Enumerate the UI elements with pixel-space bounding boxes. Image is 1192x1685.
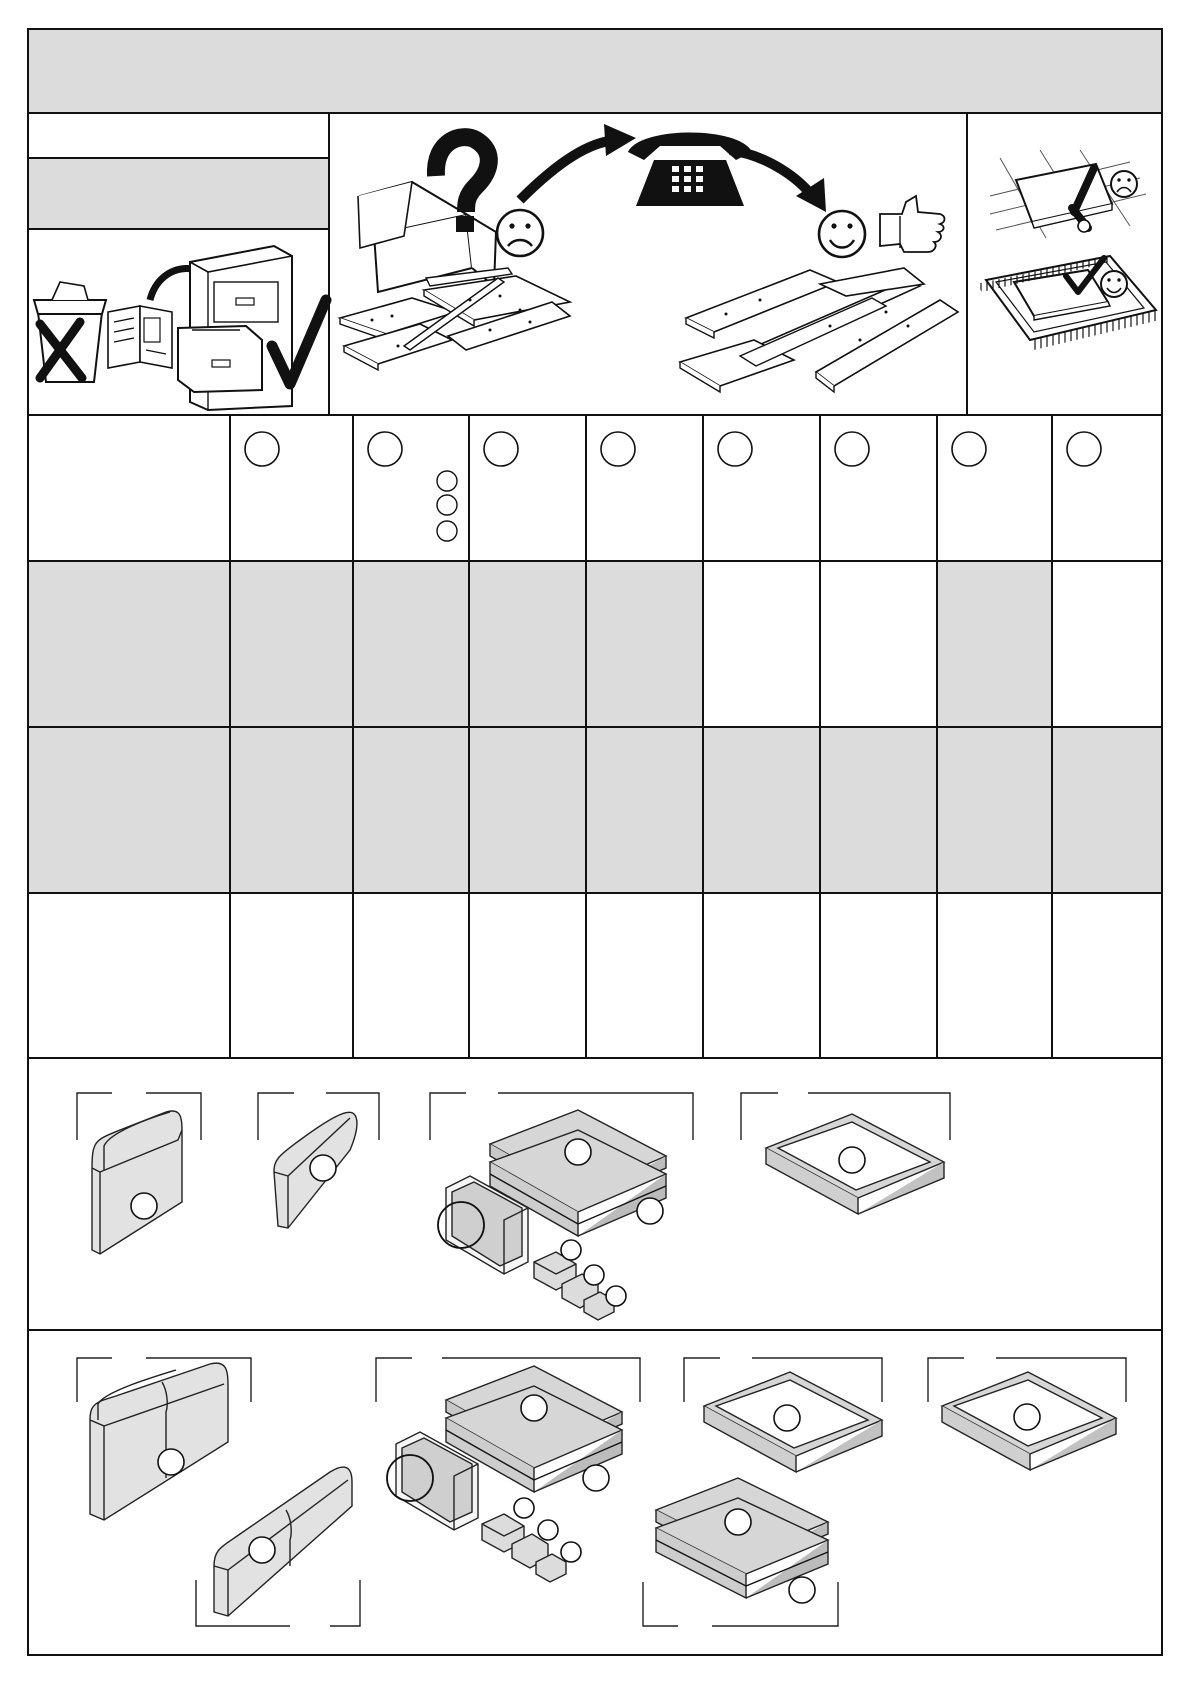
table-cell <box>586 727 703 893</box>
part-bubble <box>637 1198 663 1224</box>
sub-part-bubble <box>437 495 457 515</box>
table-cell <box>937 415 1052 561</box>
filing-cabinet-icon <box>178 246 292 410</box>
column-part-bubble <box>835 432 869 466</box>
table-cell <box>1052 727 1162 893</box>
title-band <box>28 29 1162 113</box>
column-part-bubble <box>718 432 752 466</box>
table-cell <box>820 415 937 561</box>
table-cell <box>28 561 230 727</box>
table-cell <box>230 561 353 727</box>
part-bubble <box>561 1240 581 1260</box>
table-cell <box>820 561 937 727</box>
table-cell <box>703 561 820 727</box>
sub-part-bubble <box>437 521 457 541</box>
column-part-bubble <box>484 432 518 466</box>
part-bubble <box>774 1405 800 1431</box>
table-cell <box>469 893 586 1058</box>
part-bubble <box>310 1155 336 1181</box>
table-cell <box>353 561 469 727</box>
part-bubble <box>538 1520 558 1540</box>
part-bubble <box>1014 1404 1040 1430</box>
table-cell <box>937 561 1052 727</box>
table-cell <box>28 727 230 893</box>
table-cell <box>820 893 937 1058</box>
table-cell <box>703 727 820 893</box>
manual-booklet-icon <box>108 306 172 368</box>
column-part-bubble <box>368 432 402 466</box>
package-row-1 <box>28 1058 1162 1330</box>
table-cell <box>1052 415 1162 561</box>
part-bubble <box>789 1577 815 1603</box>
table-cell <box>586 893 703 1058</box>
table-cell <box>469 727 586 893</box>
table-cell <box>353 893 469 1058</box>
table-cell <box>28 415 230 561</box>
table-cell <box>353 727 469 893</box>
table-cell <box>230 893 353 1058</box>
table-cell <box>703 893 820 1058</box>
table-cell <box>703 415 820 561</box>
part-bubble <box>158 1449 184 1475</box>
table-cell <box>230 727 353 893</box>
part-bubble <box>131 1193 157 1219</box>
table-cell <box>469 561 586 727</box>
table-cell <box>230 415 353 561</box>
part-bubble <box>725 1509 751 1535</box>
part-bubble <box>514 1498 534 1518</box>
sub-part-bubble <box>437 471 457 491</box>
part-bubble <box>584 1265 604 1285</box>
table-cell <box>1052 561 1162 727</box>
column-part-bubble <box>601 432 635 466</box>
column-part-bubble <box>1067 432 1101 466</box>
table-cell <box>820 727 937 893</box>
table-cell <box>586 415 703 561</box>
part-bubble <box>583 1465 609 1491</box>
column-part-bubble <box>952 432 986 466</box>
parts-table <box>28 415 1162 1058</box>
part-bubble <box>606 1286 626 1306</box>
column-part-bubble <box>245 432 279 466</box>
part-bubble <box>561 1542 581 1562</box>
part-bubble <box>839 1147 865 1173</box>
package-row-2 <box>28 1330 1162 1655</box>
part-bubble <box>249 1537 275 1563</box>
table-cell <box>937 727 1052 893</box>
table-cell <box>1052 893 1162 1058</box>
table-cell <box>28 893 230 1058</box>
keep-manual-label-box <box>28 158 329 229</box>
table-cell <box>937 893 1052 1058</box>
part-bubble <box>565 1139 591 1165</box>
table-cell <box>586 561 703 727</box>
happy-face-icon <box>819 211 865 257</box>
part-bubble <box>521 1395 547 1421</box>
table-cell <box>469 415 586 561</box>
sad-face-icon <box>497 210 543 256</box>
